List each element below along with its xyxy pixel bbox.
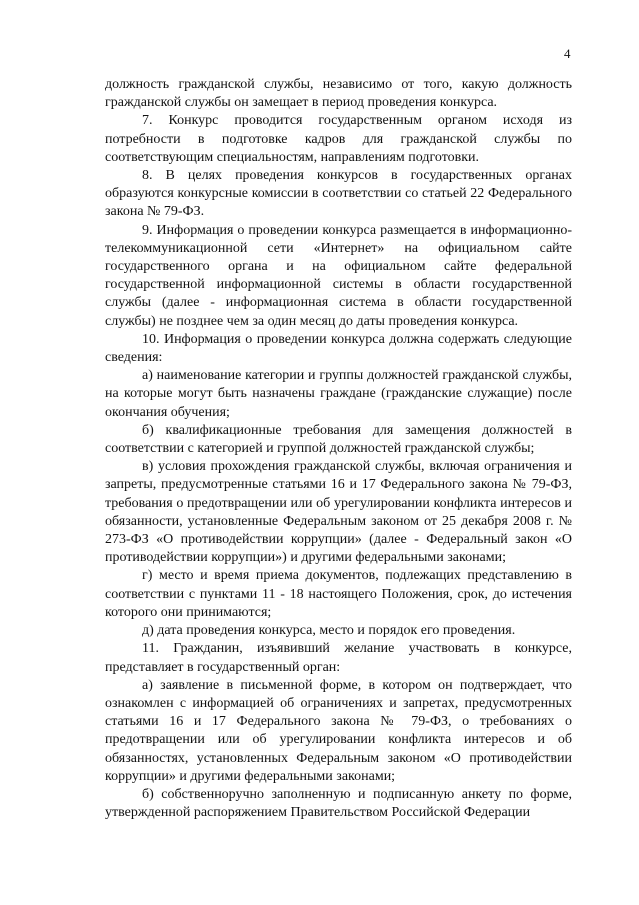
paragraph: 7. Конкурс проводится государственным органом исходя из потребности в подготовке кадров для гражданской службы по соответствующим специальностям, направлениям подготовки. <box>105 113 572 165</box>
paragraph: должность гражданской службы, независимо от того, какую должность гражданской службы он замещает в период проведения конкурса. <box>105 77 572 111</box>
paragraph: 10. Информация о проведении конкурса должна содержать следующие сведения: <box>105 331 572 366</box>
document-body <box>105 76 572 822</box>
paragraph: в) условия прохождения гражданской службы, включая ограничения и запреты, предусмотренные статьями 16 и 17 Федерального закона № 79-ФЗ, требования о предотвращении или об урегулировании конфликта интересов и обязанности, установленные Федеральным законом от 25 декабря 2008 г. № 273-ФЗ «О противодействии коррупции» (далее - Федеральный закон «О противодействии коррупции») и другими федеральными законами; <box>105 459 572 566</box>
paragraph: д) дата проведения конкурса, место и порядок его проведения. <box>142 623 516 639</box>
paragraph: 8. В целях проведения конкурсов в государственных органах образуются конкурсные комиссии в соответствии со статьей 22 Федерального закона № 79-ФЗ. <box>105 168 572 220</box>
paragraph: а) наименование категории и группы должностей гражданской службы, на которые могут быть назначены граждане (гражданские служащие) после окончания обучения; <box>105 368 572 420</box>
paragraph: 9. Информация о проведении конкурса размещается в информационно-телекоммуникационной сети «Интернет» на официальном сайте государственного органа и на официальном сайте федеральной государственной информационной системы в области государственной службы (далее - информационная система в области государственной службы) не позднее чем за один месяц до даты проведения конкурса. <box>105 222 572 329</box>
page-number: 4 <box>564 46 571 61</box>
paragraph: 11. Гражданин, изъявивший желание участвовать в конкурсе, представляет в государственный орган: <box>105 641 572 675</box>
paragraph: а) заявление в письменной форме, в котором он подтверждает, что ознакомлен с информацией об ограничениях и запретах, предусмотренных статьями 16 и 17 Федерального закона № 79-ФЗ, о требованиях о предотвращении или об урегулировании конфликта интересов и об обязанностях, установленных Федеральным законом «О противодействии коррупции» и другими федеральными законами; <box>105 677 572 784</box>
paragraph: б) квалификационные требования для замещения должностей в соответствии с категорией и группой должностей гражданской службы; <box>105 422 572 457</box>
paragraph: б) собственноручно заполненную и подписанную анкету по форме, утвержденной распоряжением Правительством Российской Федерации <box>105 786 572 821</box>
paragraph: г) место и время приема документов, подлежащих представлению в соответствии с пунктами 11 - 18 настоящего Положения, срок, до истечения которого они принимаются; <box>105 568 572 620</box>
